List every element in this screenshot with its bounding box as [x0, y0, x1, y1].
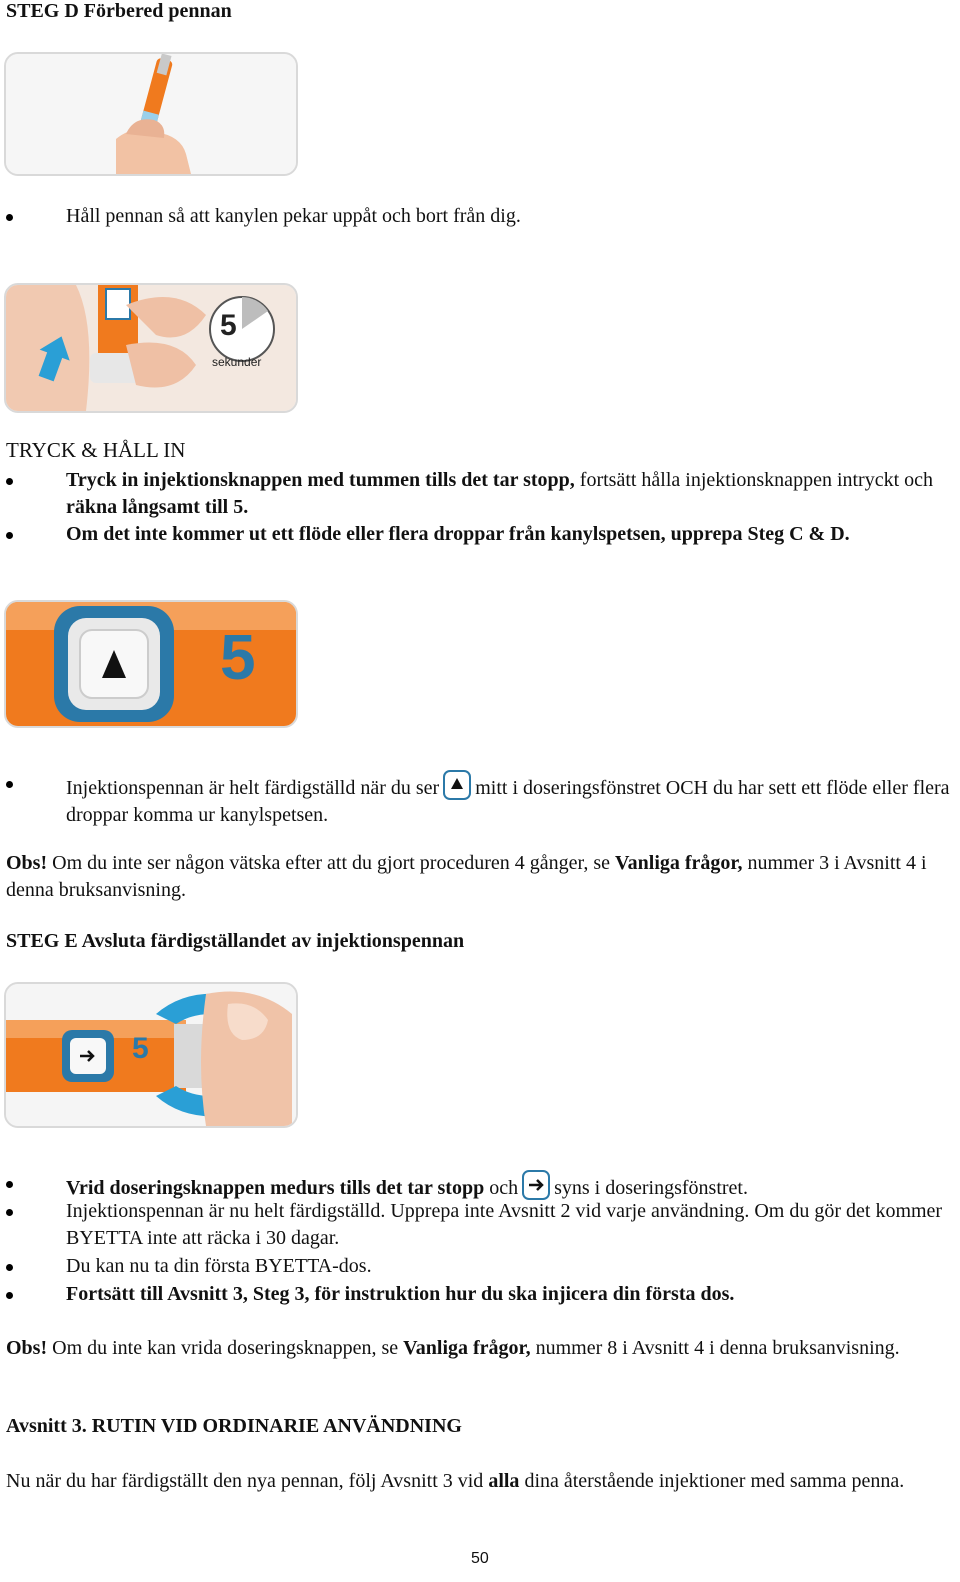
- bullet-icon: [6, 1292, 13, 1299]
- bullet-icon: [6, 478, 13, 485]
- up-arrow-window-icon: [443, 770, 471, 800]
- turn-dial-illustration: [6, 984, 296, 1126]
- dial-window-number: 5: [132, 1032, 149, 1065]
- hold-pen-instruction: Håll pennan så att kanylen pekar uppåt och bort från dig.: [66, 205, 521, 227]
- bullet-icon: [6, 214, 13, 221]
- dial-turn-image: [4, 982, 298, 1128]
- timer-number: 5: [220, 309, 237, 342]
- first-dose-note: Du kan nu ta din första BYETTA-dos.: [66, 1255, 372, 1277]
- dose-window-image: [4, 600, 298, 728]
- thumb-press-illustration: [6, 285, 296, 411]
- press-hold-heading: TRYCK & HÅLL IN: [6, 438, 186, 462]
- section3-text: Nu när du har färdigställt den nya pennan, följ Avsnitt 3 vid alla dina återstående injektioner med samma penna.: [6, 1470, 905, 1492]
- right-arrow-window-icon: [522, 1170, 550, 1200]
- obs-note-2: Obs! Om du inte kan vrida doseringsknappen, se Vanliga frågor, nummer 8 i Avsnitt 4 i denna bruksanvisning.: [6, 1337, 900, 1359]
- turn-dial-instruction: Vrid doseringsknappen medurs tills det tar stopp och syns i doseringsfönstret.: [66, 1170, 954, 1202]
- bullet-icon: [6, 1209, 13, 1216]
- hold-pen-image: [4, 52, 298, 176]
- section3-heading: Avsnitt 3. RUTIN VID ORDINARIE ANVÄNDNING: [6, 1415, 462, 1437]
- timer-label: sekunder: [212, 355, 262, 369]
- repeat-instruction: Om det inte kommer ut ett flöde eller flera droppar från kanylspetsen, upprepa Steg C & D.: [66, 523, 850, 545]
- press-instruction: Tryck in injektionsknappen med tummen tills det tar stopp, fortsätt hålla injektionsknappen intryckt och räkna långsamt till 5.: [66, 469, 934, 518]
- obs-note-1: Obs! Om du inte ser någon vätska efter att du gjort proceduren 4 gånger, se Vanliga frågor, nummer 3 i Avsnitt 4 i denna bruksanvisning.: [6, 852, 927, 901]
- hand-holding-pen-illustration: [6, 54, 296, 174]
- bullet-icon: [6, 532, 13, 539]
- ready-instruction: Injektionspennan är helt färdigställd när du ser mitt i doseringsfönstret OCH du har sett ett flöde eller flera droppar komma ur kanylspetsen.: [66, 770, 954, 829]
- page-number: 50: [471, 1550, 489, 1567]
- bullet-icon: [6, 1181, 13, 1188]
- step-d-heading: STEG D Förbered pennan: [6, 0, 232, 22]
- step-e-heading: STEG E Avsluta färdigställandet av injektionspennan: [6, 930, 465, 952]
- bullet-icon: [6, 781, 13, 788]
- ready-note: Injektionspennan är nu helt färdigställd. Upprepa inte Avsnitt 2 vid varje användning. Om du gör det kommer BYETTA inte att räcka i 30 dagar.: [66, 1200, 943, 1249]
- dose-window-number: 5: [220, 621, 256, 693]
- press-hold-image: [4, 283, 298, 413]
- continue-note: Fortsätt till Avsnitt 3, Steg 3, för instruktion hur du ska injicera din första dos.: [66, 1283, 735, 1305]
- bullet-icon: [6, 1264, 13, 1271]
